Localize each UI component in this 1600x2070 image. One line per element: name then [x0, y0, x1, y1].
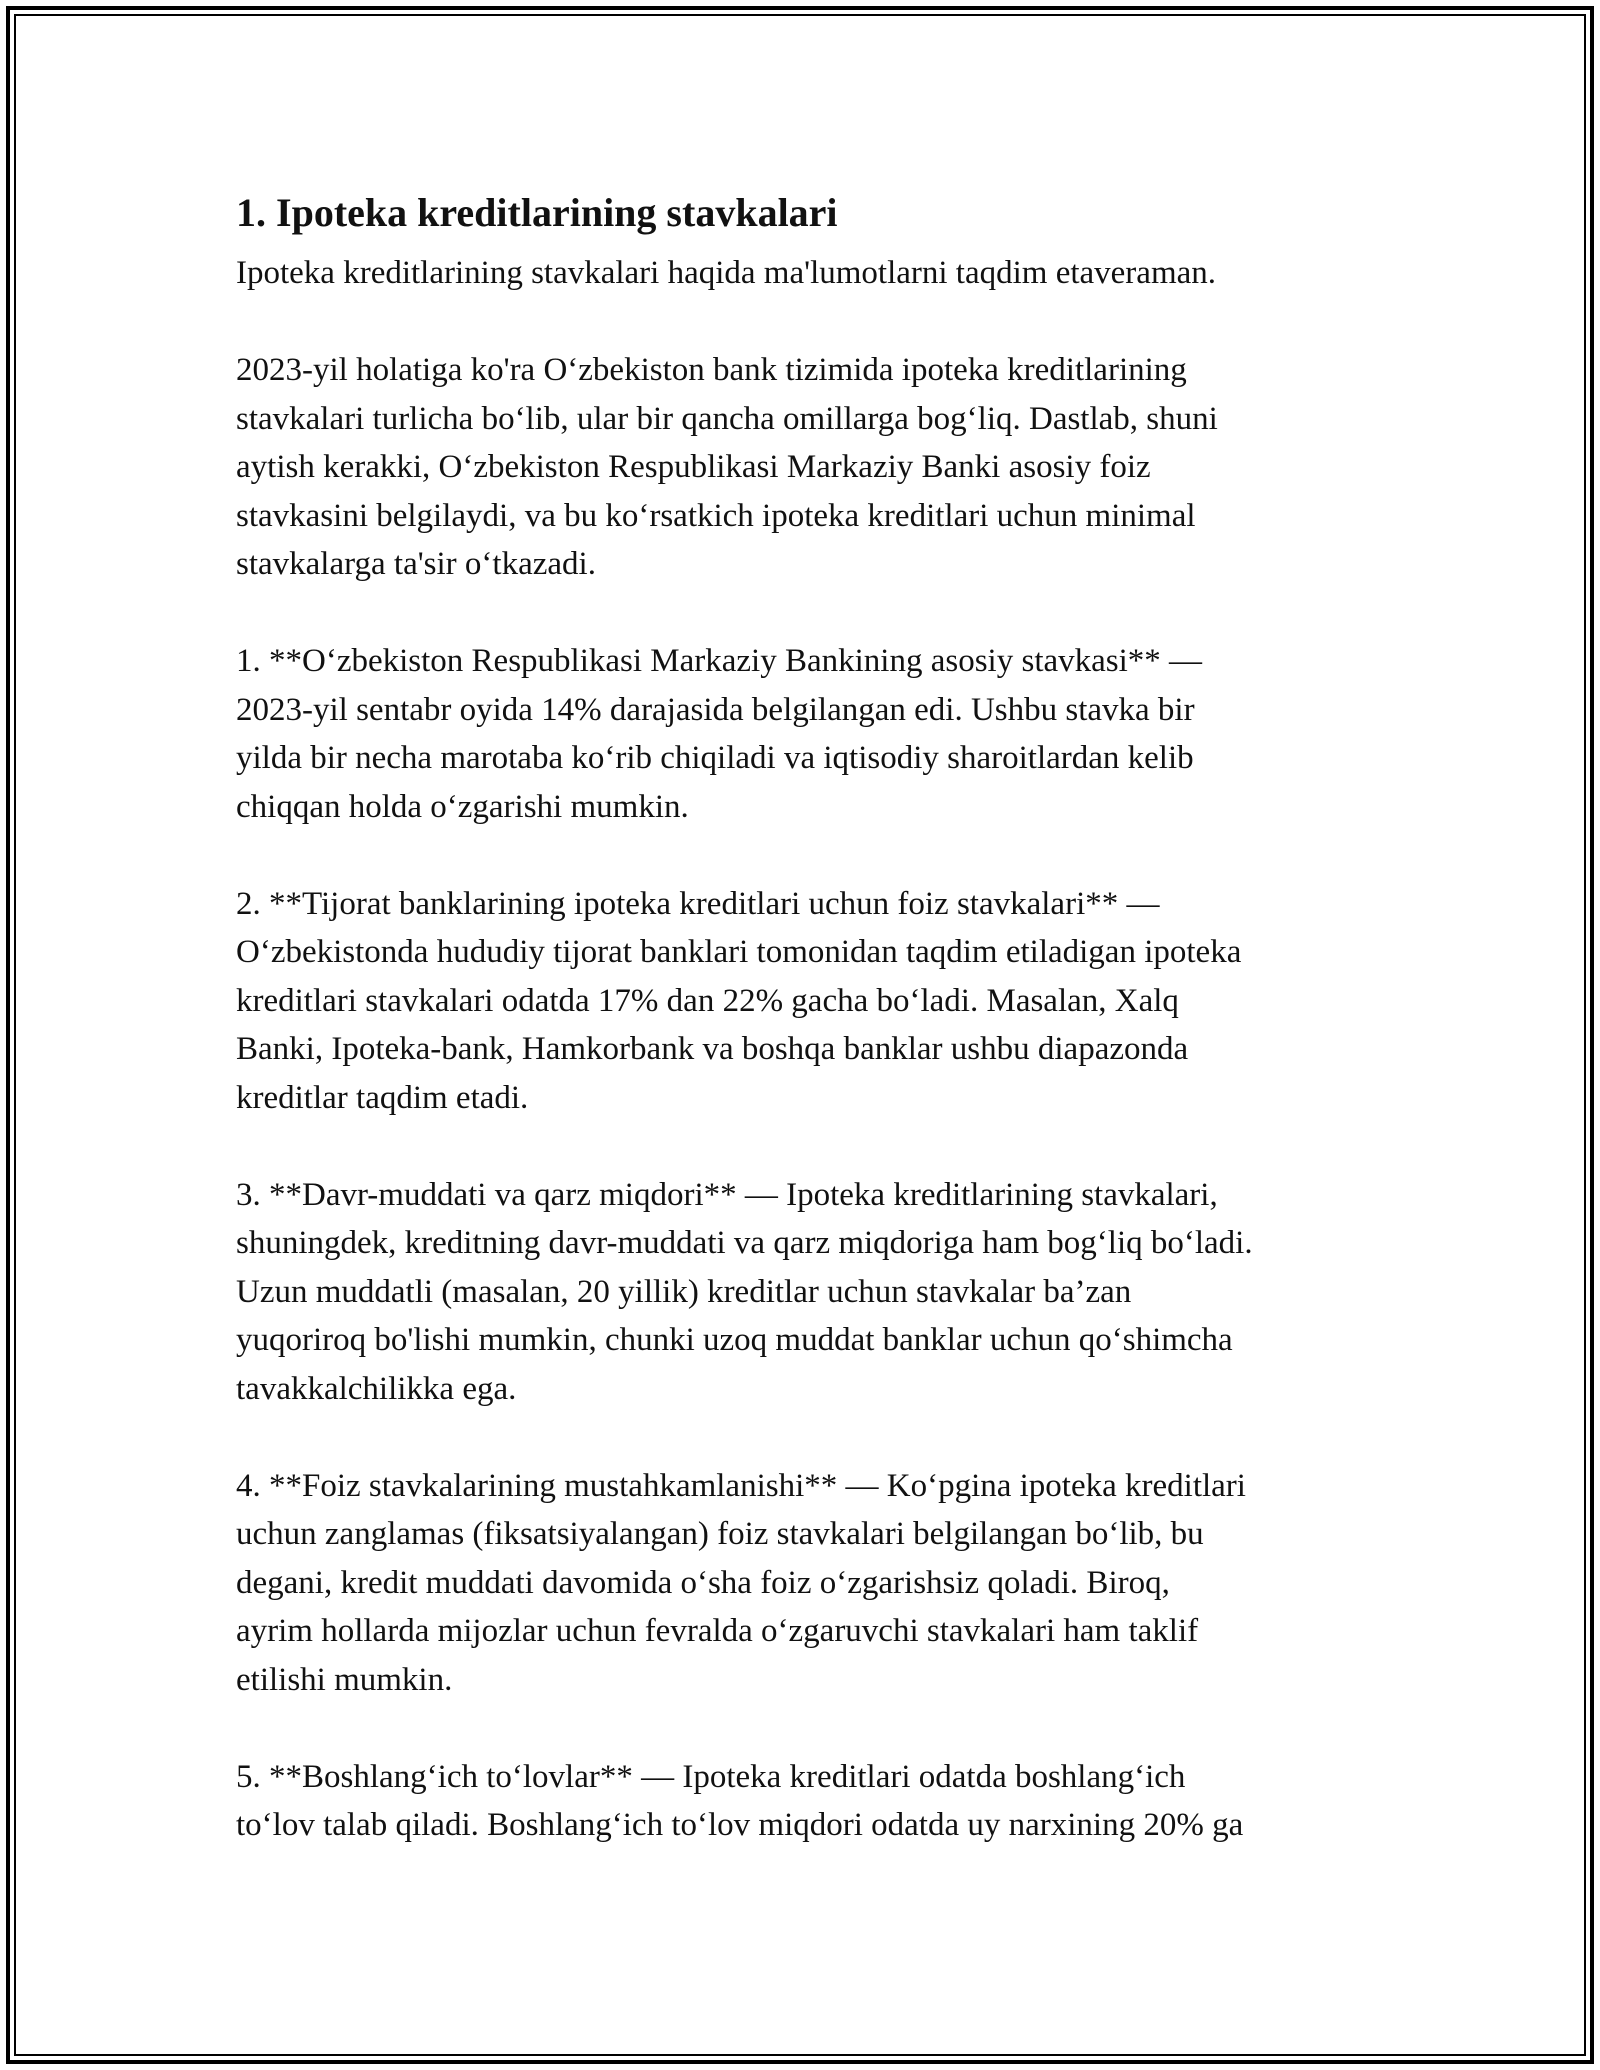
list-item-down-payment: 5. **Boshlang‘ich to‘lovlar** — Ipoteka kreditlari odatda boshlang‘ich to‘lov talab qiladi. Boshlang‘ich to‘lov miqdori odatda uy narxining 20% ga: [236, 1758, 1244, 1843]
list-item-commercial-bank-rates: 2. **Tijorat banklarining ipoteka kreditlari uchun foiz stavkalari** — O‘zbekistonda hududiy tijorat banklari tomonidan taqdim etiladigan ipoteka kreditlari stavkalari odatda 17% dan 22% gacha bo‘ladi. Masalan, Xalq Banki, Ipoteka-bank, Hamkorbank va boshqa banklar ushbu diapazonda kreditlar taqdim etadi.: [236, 885, 1242, 1116]
list-item-central-bank-rate: 1. **O‘zbekiston Respublikasi Markaziy Bankining asosiy stavkasi** — 2023-yil sentabr oyida 14% darajasida belgilangan edi. Ushbu stavka bir yilda bir necha marotaba ko‘rib chiqiladi va iqtisodiy sharoitlardan kelib chiqqan holda o‘zgarishi mumkin.: [236, 643, 1203, 825]
list-item-term-and-amount: 3. **Davr-muddati va qarz miqdori** — Ipoteka kreditlarining stavkalari, shuningdek, kreditning davr-muddati va qarz miqdoriga ham bog‘liq bo‘ladi. Uzun muddatli (masalan, 20 yillik) kreditlar uchun stavkalar ba’zan yuqoriroq bo'lishi mumkin, chunki uzoq muddat banklar uchun qo‘shimcha tavakkalchilikka ega.: [236, 1176, 1253, 1407]
document-body: [236, 185, 1386, 1898]
context-paragraph: 2023-yil holatiga ko'ra O‘zbekiston bank tizimida ipoteka kreditlarining stavkalari turlicha bo‘lib, ular bir qancha omillarga bog‘liq. Dastlab, shuni aytish kerakki, O‘zbekiston Respublikasi Markaziy Banki asosiy foiz stavkasini belgilaydi, va bu ko‘rsatkich ipoteka kreditlari uchun minimal stavkalarga ta'sir o‘tkazadi.: [236, 352, 1218, 582]
list-item-fixed-rates: 4. **Foiz stavkalarining mustahkamlanishi** — Ko‘pgina ipoteka kreditlari uchun zanglamas (fiksatsiyalangan) foiz stavkalari belgilangan bo‘lib, bu degani, kredit muddati davomida o‘sha foiz o‘zgarishsiz qoladi. Biroq, ayrim hollarda mijozlar uchun fevralda o‘zgaruvchi stavkalari ham taklif etilishi mumkin.: [236, 1467, 1246, 1698]
section-heading: 1. Ipoteka kreditlarining stavkalari: [236, 190, 838, 235]
intro-paragraph: Ipoteka kreditlarining stavkalari haqida ma'lumotlarni taqdim etaveraman.: [236, 255, 1217, 291]
